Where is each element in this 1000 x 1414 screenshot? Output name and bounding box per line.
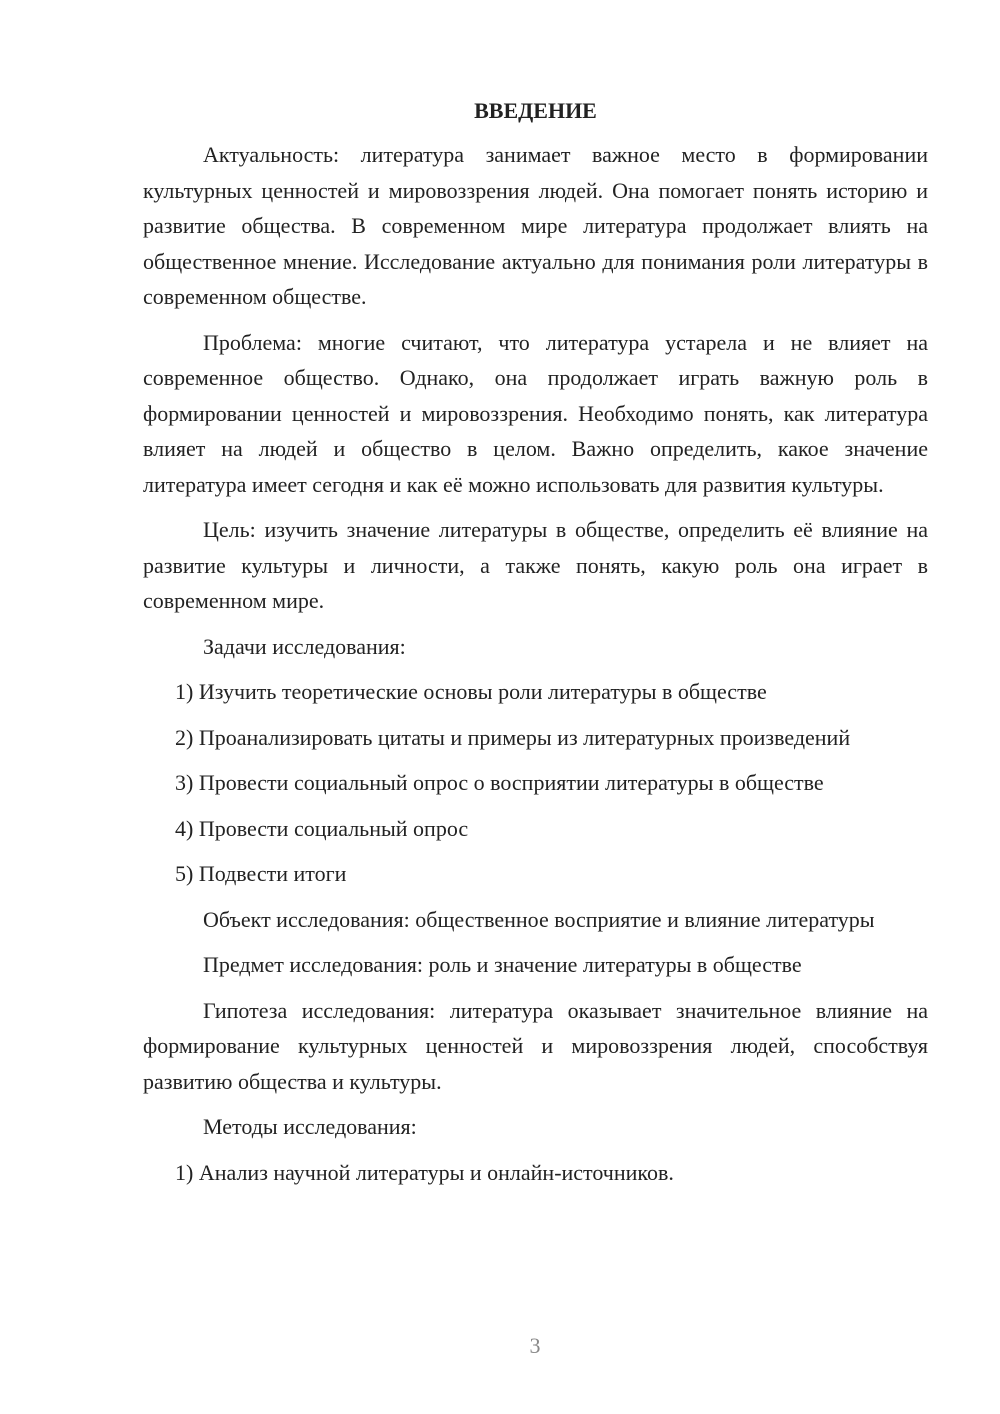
task-item: 3) Провести социальный опрос о восприятии литературы в обществе bbox=[175, 770, 824, 795]
object-paragraph: Объект исследования: общественное восприятие и влияние литературы bbox=[203, 906, 875, 932]
method-item: 1) Анализ научной литературы и онлайн-источников. bbox=[175, 1159, 674, 1185]
relevance-paragraph: Актуальность: литература занимает важное место в формировании культурных ценностей и мировоззрения людей. Она помогает понять историю и развитие общества. В современном мире литература продолжает влиять на общественное мнение. Исследование актуально для понимания роли литературы в современном обществе. bbox=[143, 142, 928, 309]
page-number: 3 bbox=[529, 1333, 541, 1358]
subject-paragraph: Предмет исследования: роль и значение литературы в обществе bbox=[203, 952, 802, 977]
tasks-title: Задачи исследования: bbox=[203, 633, 406, 659]
section-heading: ВВЕДЕНИЕ bbox=[474, 98, 597, 123]
task-item: 2) Проанализировать цитаты и примеры из литературных произведений bbox=[175, 724, 851, 750]
task-item: 5) Подвести итоги bbox=[175, 861, 347, 886]
goal-paragraph: Цель: изучить значение литературы в обществе, определить её влияние на развитие культуры и личности, а также понять, какую роль она играет в современном мире. bbox=[143, 517, 928, 613]
methods-title: Методы исследования: bbox=[203, 1114, 417, 1139]
hypothesis-paragraph: Гипотеза исследования: литература оказывает значительное влияние на формирование культурных ценностей и мировоззрения людей, способствуя развитию общества и культуры. bbox=[143, 997, 928, 1094]
document-body bbox=[143, 95, 928, 1200]
task-item: 4) Провести социальный опрос bbox=[175, 815, 469, 841]
task-item: 1) Изучить теоретические основы роли литературы в обществе bbox=[175, 679, 767, 704]
problem-paragraph: Проблема: многие считают, что литература устарела и не влияет на современное общество. Однако, она продолжает играть важную роль в формировании ценностей и мировоззрения. Необходимо понять, как литература влияет на людей и общество в целом. Важно определить, какое значение литература имеет сегодня и как её можно использовать для развития культуры. bbox=[143, 329, 928, 497]
